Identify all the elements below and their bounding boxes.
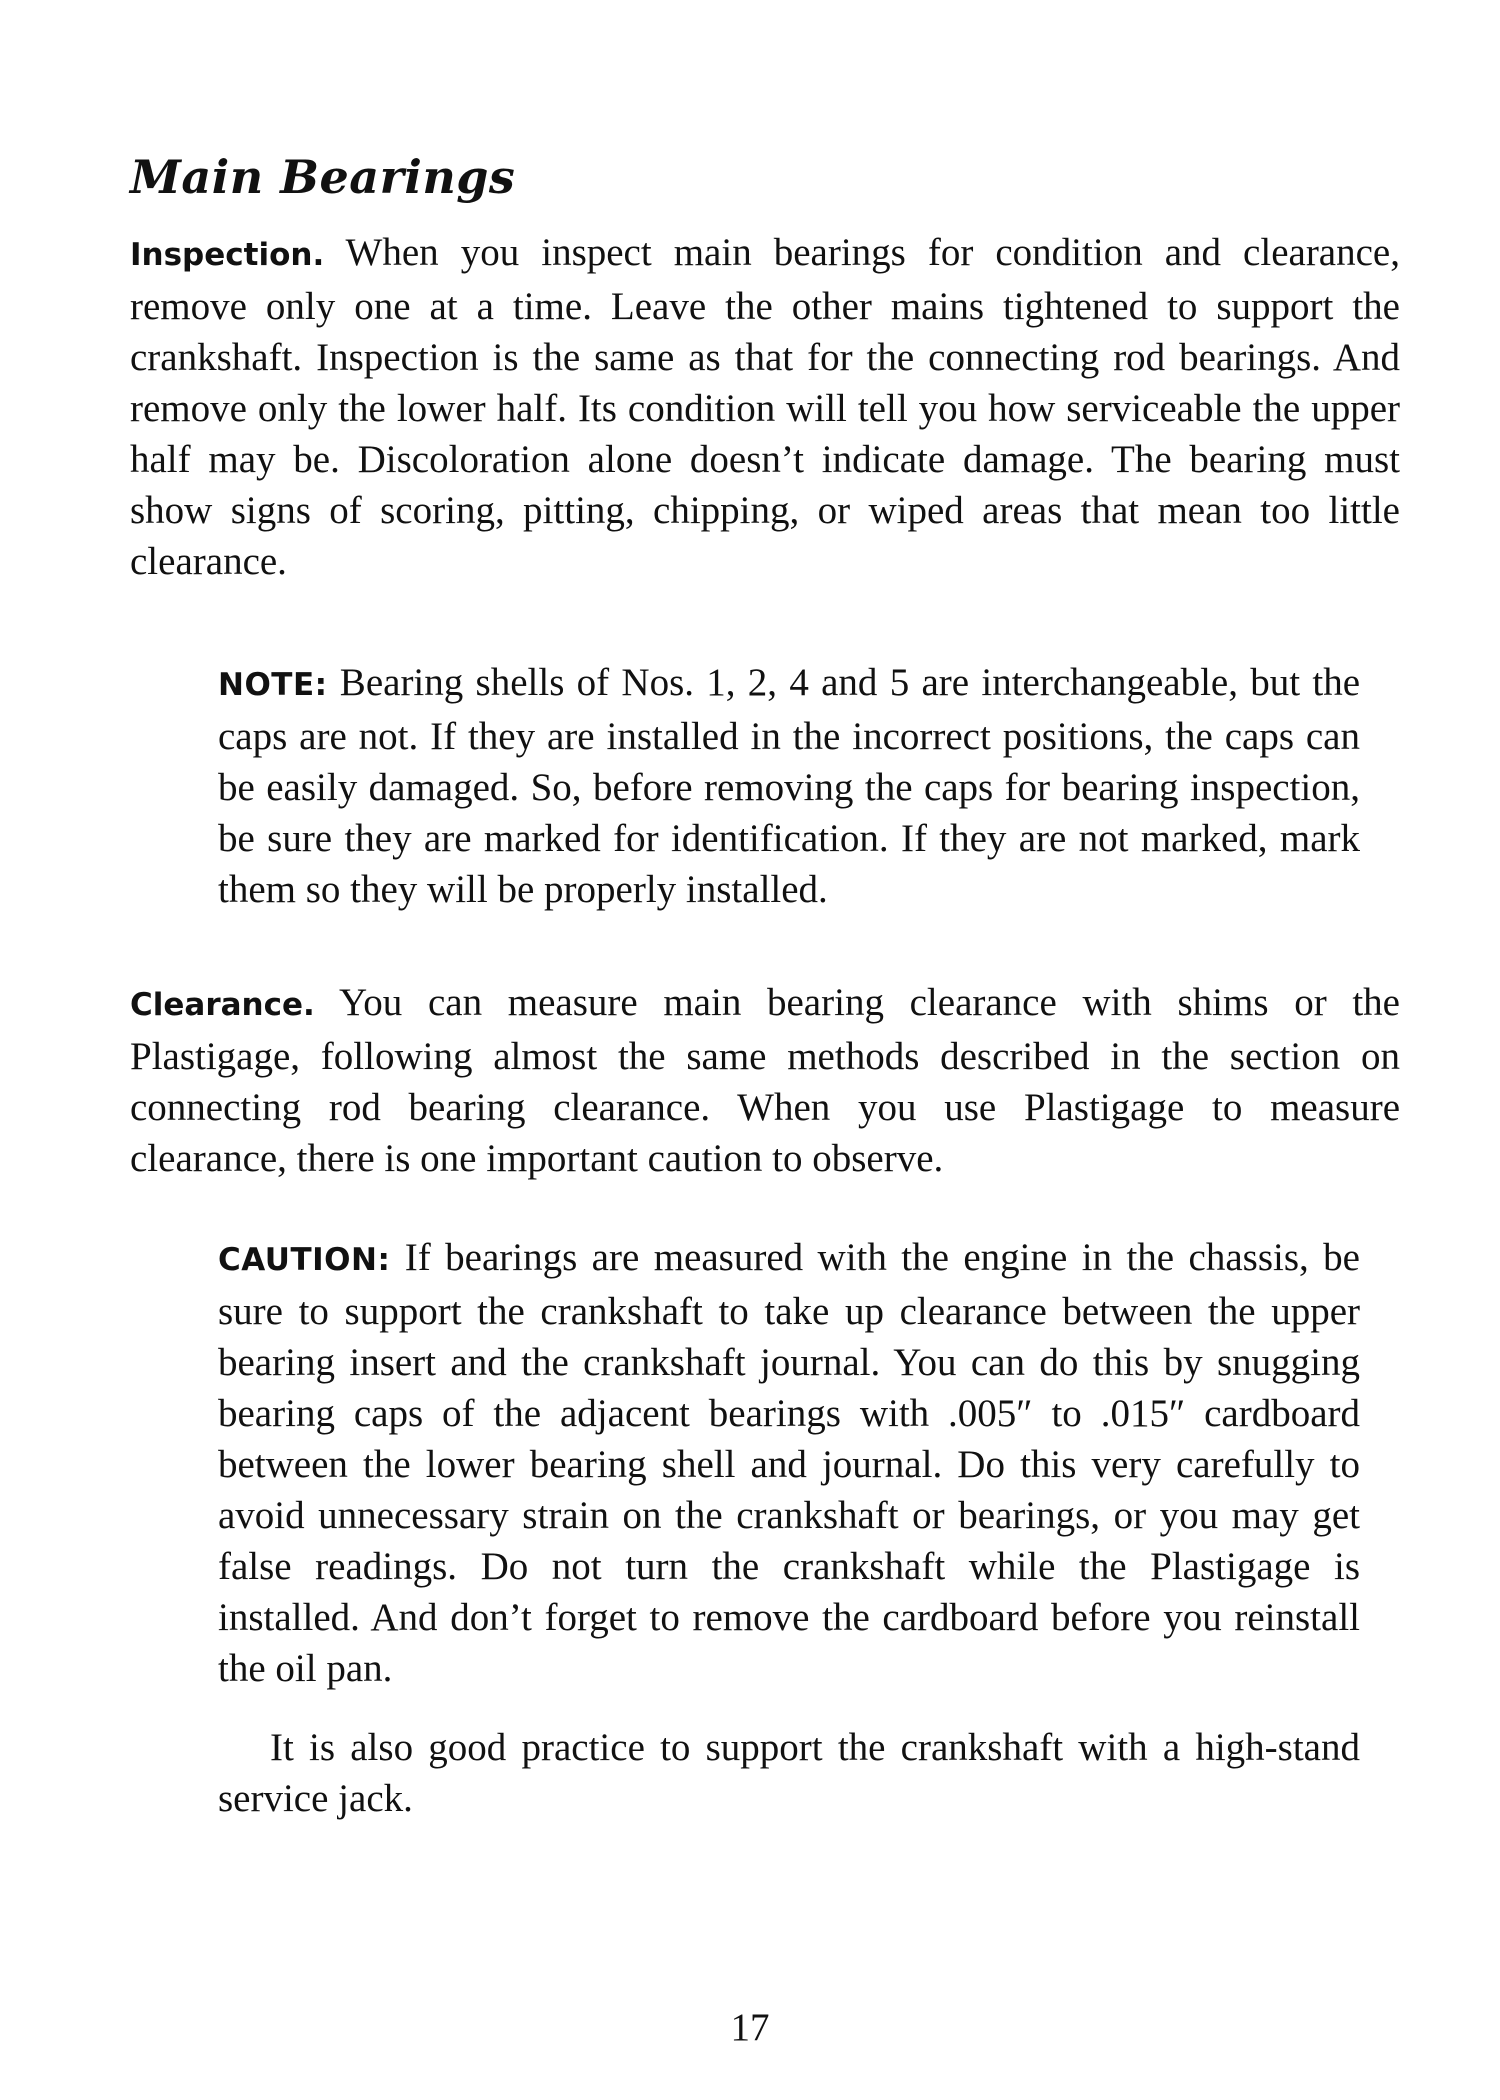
inspection-heading: Inspection.	[130, 237, 325, 274]
inspection-text: When you inspect main bearings for condition and clearance, remove only one at a time. Leave the other mains tightened to support the crankshaft. Inspection is the same as that for the connecting rod bearings. And remove only the lower half. Its condition will tell you how serviceable the upper half may be. Discoloration alone doesn’t indicate damage. The bearing must show signs of scoring, pitting, chipping, or wiped areas that mean too little clearance.	[130, 231, 1400, 584]
note-paragraph	[218, 657, 1360, 915]
caution-text: If bearings are measured with the engine in the chassis, be sure to support the crankshaft to take up clearance between the upper bearing insert and the crankshaft journal. You can do this by snugging bearing caps of the adjacent bearings with .005″ to .015″ cardboard between the lower bearing shell and journal. Do this very carefully to avoid unnecessary strain on the crankshaft or bearings, or you may get false readings. Do not turn the crankshaft while the Plastigage is installed. And don’t forget to remove the cardboard before you reinstall the oil pan.	[218, 1236, 1360, 1691]
caution-label: CAUTION:	[218, 1242, 391, 1279]
clearance-heading: Clearance.	[130, 987, 315, 1024]
clearance-text: You can measure main bearing clearance with shims or the Plastigage, following almost the same methods described in the section on connecting rod bearing clearance. When you use Plastigage to measure clearance, there is one important caution to observe.	[130, 981, 1400, 1181]
section-title: Main Bearings	[130, 150, 516, 204]
practice-paragraph: It is also good practice to support the crankshaft with a high-stand service jack.	[218, 1726, 1360, 1821]
clearance-paragraph	[130, 977, 1400, 1184]
inspection-paragraph	[130, 227, 1400, 587]
caution-paragraph	[218, 1232, 1360, 1694]
note-text: Bearing shells of Nos. 1, 2, 4 and 5 are interchangeable, but the caps are not. If they are installed in the incorrect positions, the caps can be easily damaged. So, before removing the caps for bearing inspection, be sure they are marked for identification. If they are not marked, mark them so they will be properly installed.	[218, 661, 1360, 912]
page-number: 17	[730, 2006, 770, 2049]
note-label: NOTE:	[218, 667, 328, 704]
